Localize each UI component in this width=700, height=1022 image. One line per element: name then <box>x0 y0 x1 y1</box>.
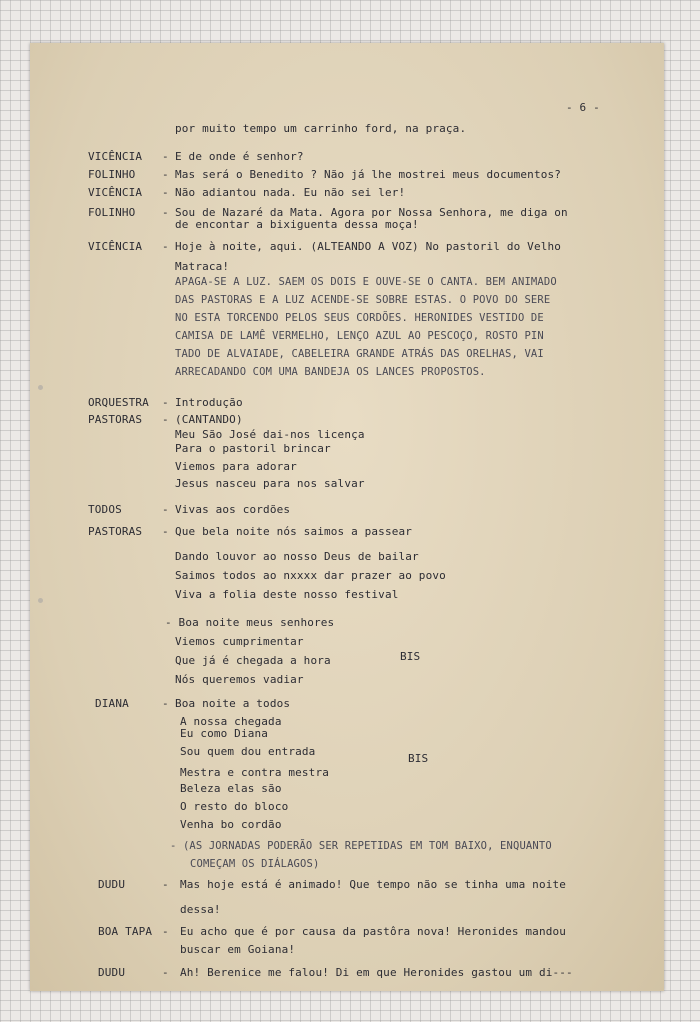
line-text: Hoje à noite, aqui. (ALTEANDO A VOZ) No pastoril do Velho <box>175 240 562 253</box>
line-text: Beleza elas são <box>180 782 282 795</box>
line-text: Saimos todos ao nxxxx dar prazer ao povo <box>175 569 446 582</box>
line-text: NO ESTA TORCENDO PELOS SEUS CORDÕES. HERONIDES VESTIDO DE <box>175 312 544 324</box>
line-text: Ah! Berenice me falou! Di em que Heronides gastou um di--- <box>180 966 573 979</box>
speaker-dash: - <box>162 925 169 938</box>
line-text: APAGA-SE A LUZ. SAEM OS DOIS E OUVE-SE O CANTA. BEM ANIMADO <box>175 276 557 288</box>
line-text: Boa noite a todos <box>175 697 291 710</box>
line-text: Para o pastoril brincar <box>175 442 331 455</box>
speaker-dash: - <box>162 150 169 163</box>
punch-hole <box>38 598 43 603</box>
punch-hole <box>38 385 43 390</box>
typewritten-page <box>30 43 664 991</box>
speaker-name: DIANA <box>95 697 129 710</box>
speaker-name: VICÊNCIA <box>88 150 143 163</box>
line-text: - (AS JORNADAS PODERÃO SER REPETIDAS EM TOM BAIXO, ENQUANTO <box>170 840 552 852</box>
bis-mark: BIS <box>400 650 421 663</box>
line-text: Vivas aos cordões <box>175 503 291 516</box>
line-text: Venha bo cordão <box>180 818 282 831</box>
line-text: Mas hoje está é animado! Que tempo não se tinha uma noite <box>180 878 567 891</box>
speaker-name: VICÊNCIA <box>88 240 143 253</box>
speaker-name: FOLINHO <box>88 168 136 181</box>
speaker-name: DUDU <box>98 878 126 891</box>
speaker-name: PASTORAS <box>88 413 143 426</box>
speaker-dash: - <box>162 186 169 199</box>
line-text: A nossa chegada <box>180 715 282 728</box>
line-text: Introdução <box>175 396 243 409</box>
speaker-dash: - <box>162 697 169 710</box>
speaker-name: VICÊNCIA <box>88 186 143 199</box>
line-text: Mas será o Benedito ? Não já lhe mostrei meus documentos? <box>175 168 562 181</box>
line-text: CAMISA DE LAMÊ VERMELHO, LENÇO AZUL AO PESCOÇO, ROSTO PIN <box>175 330 544 342</box>
speaker-name: PASTORAS <box>88 525 143 538</box>
line-text: Viemos cumprimentar <box>175 635 304 648</box>
speaker-dash: - <box>162 240 169 253</box>
line-text: Que já é chegada a hora <box>175 654 331 667</box>
line-text: dessa! <box>180 903 221 916</box>
speaker-dash: - <box>162 966 169 979</box>
line-text: Viemos para adorar <box>175 460 297 473</box>
line-text: Sou quem dou entrada <box>180 745 316 758</box>
line-text: DAS PASTORAS E A LUZ ACENDE-SE SOBRE ESTAS. O POVO DO SERE <box>175 294 551 306</box>
line-text: Nós queremos vadiar <box>175 673 304 686</box>
speaker-dash: - <box>162 413 169 426</box>
speaker-dash: - <box>162 878 169 891</box>
speaker-dash: - <box>162 525 169 538</box>
line-text: - Boa noite meus senhores <box>165 616 335 629</box>
page-number: - 6 - <box>566 101 600 114</box>
speaker-name: ORQUESTRA <box>88 396 149 409</box>
speaker-name: DUDU <box>98 966 126 979</box>
line-text: Mestra e contra mestra <box>180 766 329 779</box>
speaker-dash: - <box>162 396 169 409</box>
line-text: Matraca! <box>175 260 230 273</box>
line-text: de encontar a bixiguenta dessa moça! <box>175 218 419 231</box>
speaker-name: FOLINHO <box>88 206 136 219</box>
speaker-dash: - <box>162 206 169 219</box>
line-text: Sou de Nazaré da Mata. Agora por Nossa Senhora, me diga on <box>175 206 568 219</box>
line-text: Jesus nasceu para nos salvar <box>175 477 365 490</box>
line-text: O resto do bloco <box>180 800 289 813</box>
line-text: COMEÇAM OS DIÁLAGOS) <box>190 858 320 870</box>
speaker-name: TODOS <box>88 503 122 516</box>
line-text: Dando louvor ao nosso Deus de bailar <box>175 550 419 563</box>
line-text: Eu acho que é por causa da pastôra nova! Heronides mandou <box>180 925 567 938</box>
speaker-name: BOA TAPA <box>98 925 153 938</box>
speaker-dash: - <box>162 168 169 181</box>
line-text: Viva a folia deste nosso festival <box>175 588 399 601</box>
line-text: por muito tempo um carrinho ford, na praça. <box>175 122 467 135</box>
speaker-dash: - <box>162 503 169 516</box>
line-text: E de onde é senhor? <box>175 150 304 163</box>
line-text: Não adiantou nada. Eu não sei ler! <box>175 186 406 199</box>
line-text: Que bela noite nós saimos a passear <box>175 525 413 538</box>
bis-mark: BIS <box>408 752 429 765</box>
line-text: Meu São José dai-nos licença <box>175 428 365 441</box>
line-text: (CANTANDO) <box>175 413 243 426</box>
line-text: Eu como Diana <box>180 727 269 740</box>
line-text: TADO DE ALVAIADE, CABELEIRA GRANDE ATRÁS DAS ORELHAS, VAI <box>175 348 544 360</box>
line-text: buscar em Goiana! <box>180 943 296 956</box>
line-text: ARRECADANDO COM UMA BANDEJA OS LANCES PROPOSTOS. <box>175 366 486 378</box>
